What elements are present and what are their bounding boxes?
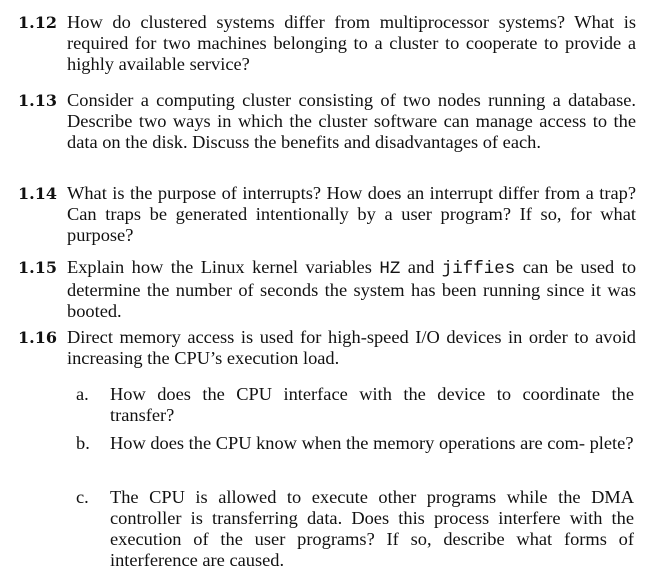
code-hz: HZ [379, 259, 401, 279]
exercise-number: 1.14 [18, 184, 57, 203]
exercise-text-start: Explain how the Linux kernel variables [67, 257, 380, 277]
exercise-number: 1.15 [18, 258, 57, 277]
exercise-text: What is the purpose of interrupts? How does an interrupt differ from a trap? Can traps be generated intentionally by a user program? If so, for what purpose? [67, 183, 636, 245]
exercise-text-end: can be used to determine the number of seconds the system has been running since it was booted. [67, 257, 637, 321]
part-letter: a. [76, 384, 89, 404]
exercise-text: Direct memory access is used for high-speed I/O devices in order to avoid increasing the CPU’s execution load. [67, 327, 636, 368]
exercise-text: How do clustered systems differ from multiprocessor systems? What is required for two machines belonging to a cluster to cooperate to provide a highly available service? [67, 12, 636, 74]
part-text: How does the CPU know when the memory operations are com- plete? [110, 433, 634, 453]
exercise-number: 1.16 [18, 328, 57, 347]
code-jiffies: jiffies [441, 259, 516, 279]
exercise-number: 1.13 [18, 91, 57, 110]
exercise-text [67, 257, 636, 322]
part-letter: b. [76, 433, 90, 453]
part-letter: c. [76, 487, 89, 507]
part-text: The CPU is allowed to execute other programs while the DMA controller is transferring data. Does this process interfere with the execution of the user programs? If so, describe what forms of interference are caused. [110, 487, 634, 570]
exercise-text: Consider a computing cluster consisting of two nodes running a database. Describe two ways in which the cluster software can manage access to the data on the disk. Discuss the benefits and disadvantages of each. [67, 90, 636, 152]
exercise-text-middle: and [400, 257, 442, 277]
exercise-number: 1.12 [18, 13, 57, 32]
part-text: How does the CPU interface with the device to coordinate the transfer? [110, 384, 634, 425]
